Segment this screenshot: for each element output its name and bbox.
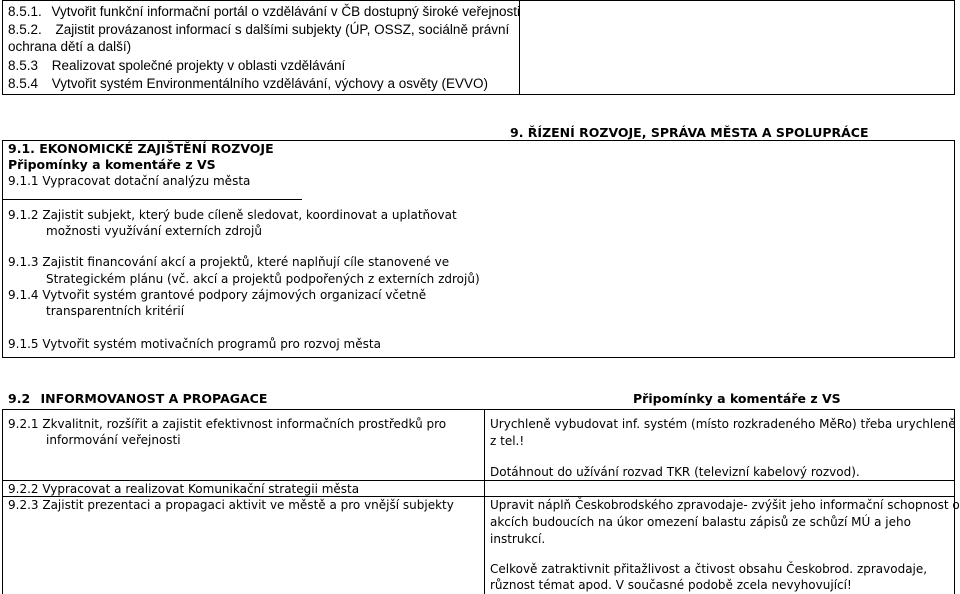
item-9-2-2: 9.2.2 Vypracovat a realizovat Komunikační strategii města (8, 482, 360, 496)
row-number: 8.5.2. (8, 22, 42, 37)
comment-1-cont: z tel.! (490, 434, 525, 448)
item-9-2-1-cont: informování veřejnosti (46, 433, 181, 447)
section-9-2-comments-label: Připomínky a komentáře z VS (633, 391, 841, 406)
section-9-1-divider (2, 199, 302, 200)
item-9-1-4: 9.1.4 Vytvořit systém grantové podpory zájmových organizací včetně (8, 288, 427, 302)
section-9-2-title: INFORMOVANOST A PROPAGACE (40, 391, 268, 406)
top-row-2 (8, 21, 509, 39)
row-text: Realizovat společné projekty v oblasti vzdělávání (51, 58, 346, 73)
item-9-1-5: 9.1.5 Vytvořit systém motivačních programů pro rozvoj města (8, 337, 381, 351)
row-text: Zajistit provázanost informací s dalšími subjekty (ÚP, OSSZ, sociálně právní (55, 22, 510, 37)
comment-3-cont-2: instrukcí. (490, 532, 546, 546)
comments-label: Připomínky a komentáře z VS (8, 157, 216, 172)
top-row-2-cont: ochrana dětí a další) (8, 39, 132, 54)
item-9-1-3-cont: Strategickém plánu (vč. akcí a projektů podpořených z externích zdrojů) (46, 272, 480, 286)
comment-3-cont-1: akcích budoucích na úkor omezení balastu zápisů ze schůzí MÚ a jeho (490, 515, 911, 529)
row-text: Vytvořit systém Environmentálního vzdělávání, výchovy a osvěty (EVVO) (51, 76, 488, 91)
top-row-1 (8, 3, 520, 21)
row-number: 8.5.4 (8, 76, 39, 91)
comment-1: Urychleně vybudovat inf. systém (místo rozkradeného MěRo) třeba urychleně (490, 417, 956, 431)
item-9-2-1: 9.2.1 Zkvalitnit, rozšířit a zajistit efektivnost informačních prostředků pro (8, 417, 447, 431)
item-9-1-4-cont: transparentních kritérií (46, 304, 185, 318)
row-number: 8.5.1. (8, 4, 42, 19)
comment-4: Celkově zatraktivnit přitažlivost a čtivost obsahu Českobrod. zpravodaje, (490, 562, 928, 576)
section-9-2-divider (484, 409, 485, 594)
section-9-heading: 9. ŘÍZENÍ ROZVOJE, SPRÁVA MĚSTA A SPOLUPRÁCE (510, 125, 869, 140)
top-row-3 (8, 57, 345, 75)
comment-2: Dotáhnout do užívání rozvad TKR (televizní kabelový rozvod). (490, 465, 860, 479)
row-number: 8.5.3 (8, 58, 39, 73)
section-9-2-heading (8, 391, 267, 406)
comment-3: Upravit náplň Českobrodského zpravodaje- zvýšit jeho informační schopnost o (490, 498, 960, 512)
top-row-4 (8, 75, 488, 93)
item-9-1-1: 9.1.1 Vypracovat dotační analýzu města (8, 174, 251, 188)
item-9-1-2: 9.1.2 Zajistit subjekt, který bude cíleně sledovat, koordinovat a uplatňovat (8, 208, 457, 222)
comment-4-cont: různost témat apod. V současné podobě zcela nevyhovující! (490, 578, 852, 592)
item-9-2-3: 9.2.3 Zajistit prezentaci a propagaci aktivit ve městě a pro vnější subjekty (8, 498, 454, 512)
section-9-2-number: 9.2 (8, 391, 31, 406)
row-text: Vytvořit funkční informační portál o vzdělávání v ČB dostupný široké veřejnosti (51, 4, 521, 19)
item-9-1-3: 9.1.3 Zajistit financování akcí a projektů, které naplňují cíle stanovené ve (8, 255, 450, 269)
item-9-1-2-cont: možnosti využívání externích zdrojů (46, 224, 262, 238)
section-9-1-heading: 9.1. EKONOMICKÉ ZAJIŠTĚNÍ ROZVOJE (8, 141, 274, 156)
